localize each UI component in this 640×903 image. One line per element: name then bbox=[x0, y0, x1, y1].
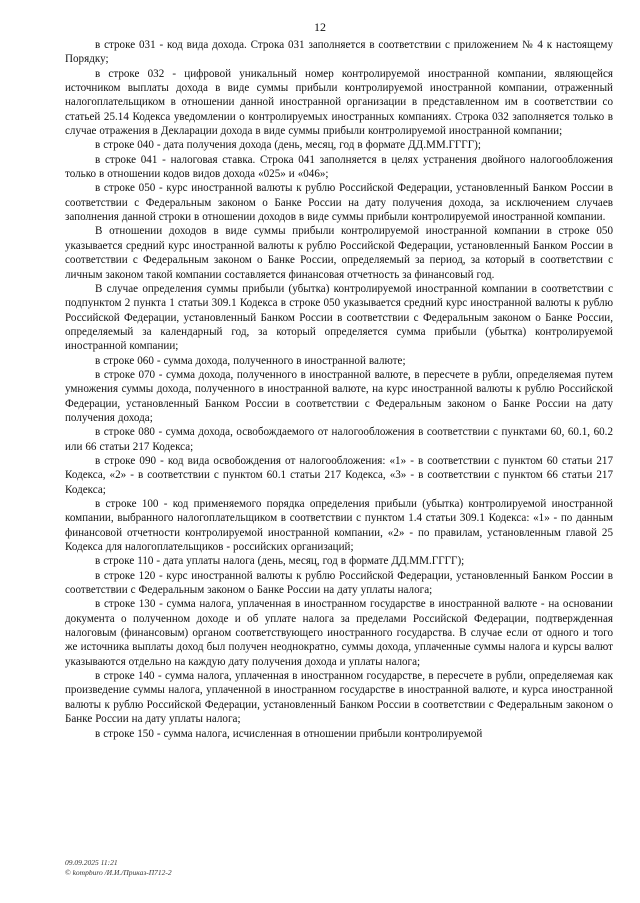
paragraph-line-100: в строке 100 - код применяемого порядка определения прибыли (убытка) контролируемой иностранной компании, выбранного налогоплательщиком в соответствии с пунктом 1.4 статьи 309.1 Кодекса: «1» - по данным финансовой отчетности контролируемой иностранной компании, «2» - по правилам, установленным главой 25 Кодекса для налогоплательщиков - российских организаций; bbox=[65, 498, 613, 554]
paragraph-line-031: в строке 031 - код вида дохода. Строка 031 заполняется в соответствии с приложением № 4 к настоящему Порядку; bbox=[65, 39, 613, 66]
document-body bbox=[65, 38, 613, 741]
paragraph-line-050: в строке 050 - курс иностранной валюты к рублю Российской Федерации, установленный Банком России в соответствии с Федеральным законом о Банке России на дату получения дохода, за исключением случаев заполнения данной строки в отношении доходов в виде суммы прибыли контролируемой иностранной компании. bbox=[65, 182, 613, 224]
paragraph-line-140: в строке 140 - сумма налога, уплаченная в иностранном государстве, в пересчете в рубли, определяемая как произведение суммы налога, уплаченной в иностранном государстве в иностранной валюте, и курса иностранной валюты к рублю Российской Федерации, установленный Банком России в соответствии с Федеральным законом о Банке России на дату уплаты налога; bbox=[65, 670, 613, 726]
page-footer bbox=[65, 858, 172, 877]
footer-timestamp: 09.09.2025 11:21 bbox=[65, 858, 118, 867]
paragraph-line-040: в строке 040 - дата получения дохода (день, месяц, год в формате ДД.ММ.ГГГГ); bbox=[95, 139, 481, 152]
paragraph-cfc-calendar-year-rate: В случае определения суммы прибыли (убытка) контролируемой иностранной компании в соответствии с подпунктом 2 пункта 1 статьи 309.1 Кодекса в строке 050 указывается средний курс иностранной валюты к рублю Российской Федерации, установленный Банком России в соответствии с Федеральным законом о Банке России, определяемый за календарный год, за который определяется сумма прибыли (убытка) контролируемой иностранной компании; bbox=[65, 282, 613, 353]
paragraph-line-110: в строке 110 - дата уплаты налога (день, месяц, год в формате ДД.ММ.ГГГГ); bbox=[95, 555, 465, 568]
paragraph-line-060: в строке 060 - сумма дохода, полученного в иностранной валюте; bbox=[95, 354, 406, 367]
paragraph-line-150: в строке 150 - сумма налога, исчисленная в отношении прибыли контролируемой bbox=[95, 727, 483, 740]
paragraph-line-041: в строке 041 - налоговая ставка. Строка 041 заполняется в целях устранения двойного налогообложения только в отношении кодов видов дохода «025» и «046»; bbox=[65, 153, 613, 181]
paragraph-line-032: в строке 032 - цифровой уникальный номер контролируемой иностранной компании, являющейся источником выплаты дохода в виде суммы прибыли контролируемой иностранной компании, отраженный налогоплательщиком в отношении данной иностранной организации в представленном им в соответствии со статьей 25.14 Кодекса уведомлении о контролируемых иностранных компаниях. Строка 032 заполняется только в случае отражения в Декларации дохода в виде суммы прибыли контролируемой иностранной компании; bbox=[65, 67, 613, 138]
paragraph-line-090: в строке 090 - код вида освобождения от налогообложения: «1» - в соответствии с пунктом 60 статьи 217 Кодекса, «2» - в соответствии с пунктом 60.1 статьи 217 Кодекса, «3» - в соответствии с пунктом 66 статьи 217 Кодекса; bbox=[65, 454, 613, 496]
paragraph-line-070: в строке 070 - сумма дохода, полученного в иностранной валюте, в пересчете в рубли, определяемая путем умножения суммы дохода, полученного в иностранной валюте, на курс иностранной валюты к рублю Российской Федерации, установленный Банком России в соответствии с Федеральным законом о Банке России на дату получения дохода; bbox=[65, 368, 613, 424]
footer-document-reference: © kompburo /И.И./Приказ-П712-2 bbox=[65, 867, 172, 877]
paragraph-line-080: в строке 080 - сумма дохода, освобождаемого от налогообложения в соответствии с пунктами 60, 60.1, 60.2 или 66 статьи 217 Кодекса; bbox=[65, 426, 613, 453]
paragraph-line-120: в строке 120 - курс иностранной валюты к рублю Российской Федерации, установленный Банком России в соответствии с Федеральным законом о Банке России на дату уплаты налога; bbox=[65, 569, 613, 597]
paragraph-cfc-average-rate: В отношении доходов в виде суммы прибыли контролируемой иностранной компании в строке 050 указывается средний курс иностранной валюты к рублю Российской Федерации, установленный Банком России в соответствии с Федеральным законом о Банке России, определяемый за период, за который в соответствии с личным законом такой компании составляется финансовая отчетность за финансовый год. bbox=[65, 225, 613, 281]
page-number: 12 bbox=[314, 20, 326, 34]
paragraph-line-130: в строке 130 - сумма налога, уплаченная в иностранном государстве в иностранной валюте - на основании документа о полученном доходе и об уплате налога за пределами Российской Федерации, подтвержденная налоговым (финансовым) органом соответствующего иностранного государства. В случае если от одного и того же источника выплаты доход был получен неоднократно, суммы дохода, уплаченные суммы налога и курсы валют указываются отдельно на каждую дату получения дохода и уплаты налога; bbox=[65, 598, 613, 668]
